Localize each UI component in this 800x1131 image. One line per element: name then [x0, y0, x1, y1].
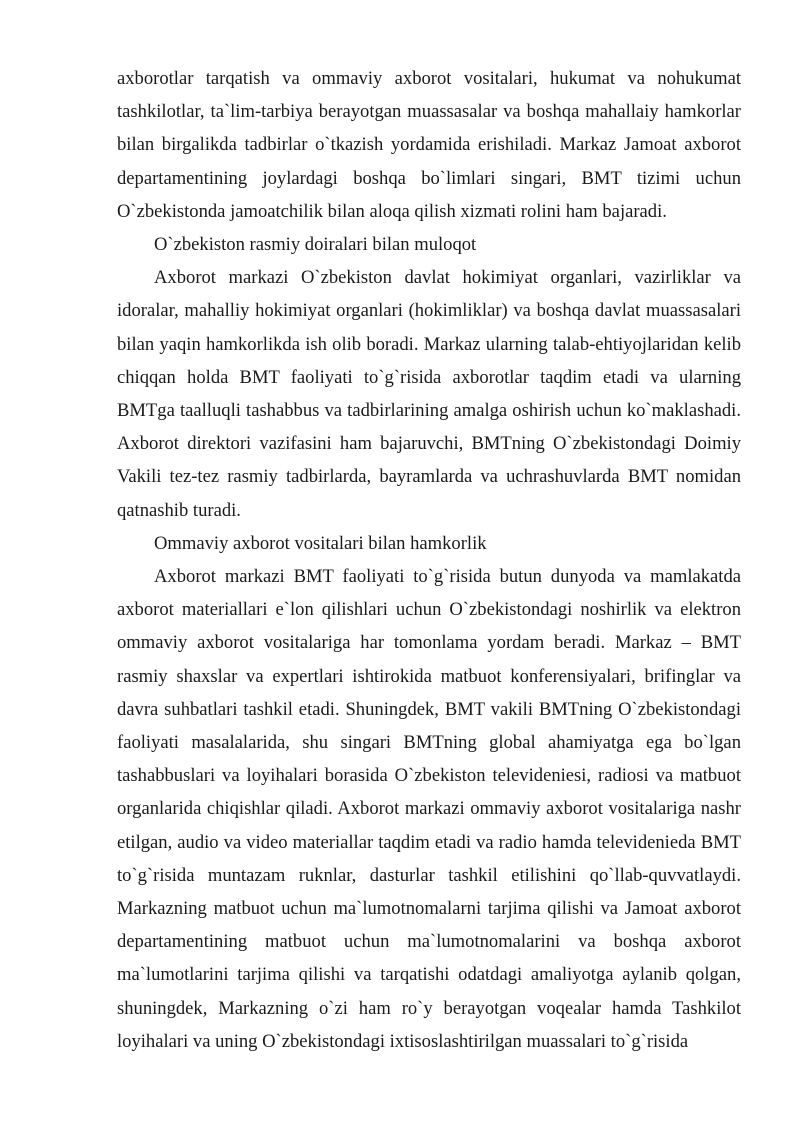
- section-heading-media-cooperation: Ommaviy axborot vositalari bilan hamkorlik: [154, 532, 487, 554]
- section-heading-official-circles: O`zbekiston rasmiy doiralari bilan muloqot: [154, 234, 477, 256]
- paragraph-media-cooperation: Axborot markazi BMT faoliyati to`g`risida butun dunyoda va mamlakatda axborot materiallari e`lon qilishlari uchun O`zbekistondagi noshirlik va elektron ommaviy axborot vositalariga har tomonlama yordam beradi. Markaz – BMT rasmiy shaxslar va expertlari ishtirokida matbuot konferensiyalari, brifinglar va davra suhbatlari tashkil etadi. Shuningdek, BMT vakili BMTning O`zbekistondagi faoliyati masalalarida, shu singari BMTning global ahamiyatga ega bo`lgan tashabbuslari va loyihalari borasida O`zbekiston televideniesi, radiosi va matbuot organlarida chiqishlar qiladi. Axborot markazi ommaviy axborot vositalariga nashr etilgan, audio va video materiallar taqdim etadi va radio hamda televidenieda BMT to`g`risida muntazam ruknlar, dasturlar tashkil etilishini qo`llab-quvvatlaydi. Markazning matbuot uchun ma`lumotnomalarni tarjima qilishi va Jamoat axborot departamentining matbuot uchun ma`lumotnomalarini va boshqa axborot ma`lumotlarini tarjima qilishi va tarqatishi odatdagi amaliyotga aylanib qolgan, shuningdek, Markazning o`zi ham ro`y berayotgan voqealar hamda Tashkilot loyihalari va uning O`zbekistondagi ixtisoslashtirilgan muassalari to`g`risida: [117, 566, 741, 1052]
- paragraph-continuation: axborotlar tarqatish va ommaviy axborot vositalari, hukumat va nohukumat tashkilotlar, ta`lim-tarbiya berayotgan muassasalar va boshqa mahallaiy hamkorlar bilan birgalikda tadbirlar o`tkazish yordamida erishiladi. Markaz Jamoat axborot departamentining joylardagi boshqa bo`limlari singari, BMT tizimi uchun O`zbekistonda jamoatchilik bilan aloqa qilish xizmati rolini ham bajaradi.: [117, 68, 741, 222]
- paragraph-official-circles: Axborot markazi O`zbekiston davlat hokimiyat organlari, vazirliklar va idoralar, mahalliy hokimiyat organlari (hokimliklar) va boshqa davlat muassasalari bilan yaqin hamkorlikda ish olib boradi. Markaz ularning talab-ehtiyojlaridan kelib chiqqan holda BMT faoliyati to`g`risida axborotlar taqdim etadi va ularning BMTga taalluqli tashabbus va tadbirlarining amalga oshirish uchun ko`maklashadi. Axborot direktori vazifasini ham bajaruvchi, BMTning O`zbekistondagi Doimiy Vakili tez-tez rasmiy tadbirlarda, bayramlarda va uchrashuvlarda BMT nomidan qatnashib turadi.: [117, 267, 741, 521]
- document-page: [117, 62, 741, 1058]
